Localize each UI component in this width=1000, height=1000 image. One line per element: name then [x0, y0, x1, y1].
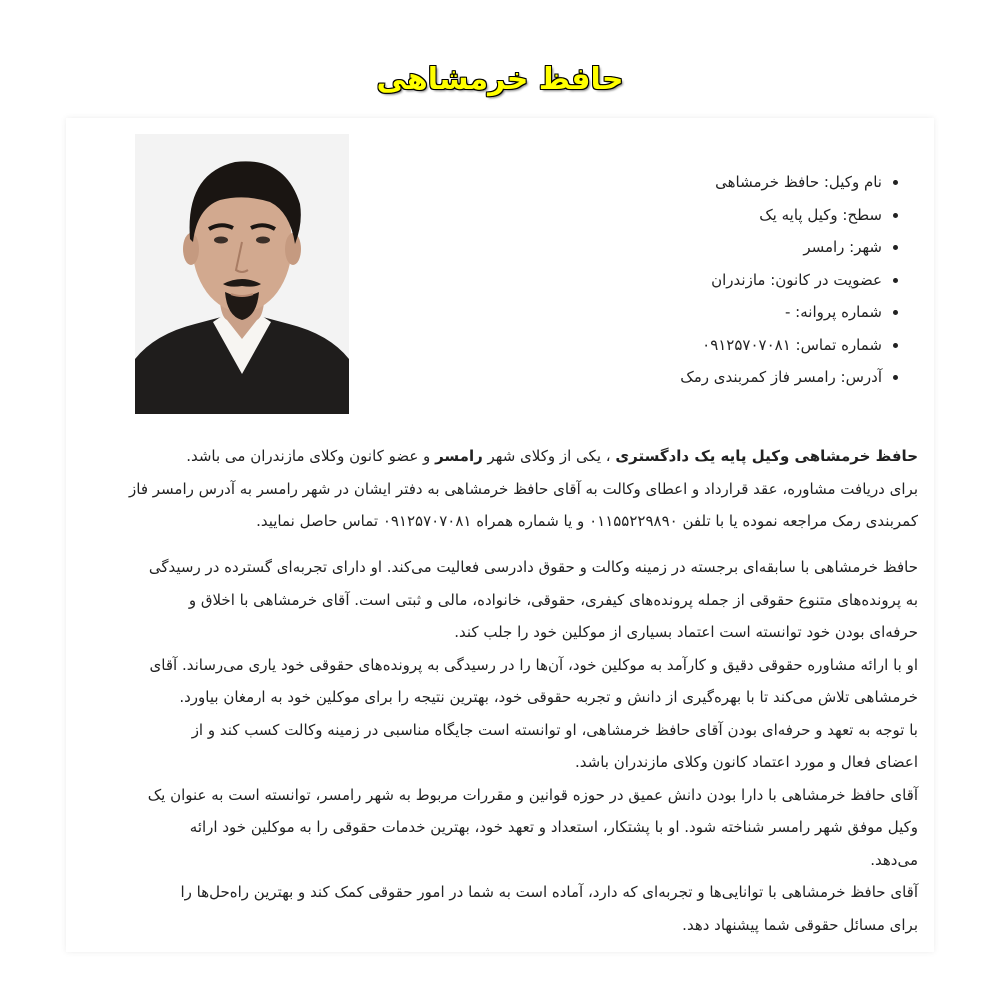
bullet-icon [893, 343, 898, 348]
intro-line-1: حافظ خرمشاهی وکیل پایه یک دادگستری ، یکی از وکلای شهر رامسر و عضو کانون وکلای مازندران می باشد. [186, 447, 918, 465]
bullet-icon [893, 278, 898, 283]
info-item-license: شماره پروانه: - [432, 296, 882, 329]
intro-paragraph [76, 440, 918, 538]
info-item-address: آدرس: رامسر فاز کمربندی رمک [432, 361, 882, 394]
page-title: حافظ خرمشاهی [376, 62, 624, 97]
bullet-icon [893, 213, 898, 218]
info-item-phone: شماره تماس: ۰۹۱۲۵۷۰۷۰۸۱ [432, 329, 882, 362]
lawyer-photo [135, 134, 349, 414]
bio-line: برای مسائل حقوقی شما پیشنهاد دهد. [682, 915, 918, 934]
intro-city: رامسر [435, 447, 483, 465]
info-item-level: سطح: وکیل پایه یک [432, 199, 882, 232]
bio-line: آقای حافظ خرمشاهی با دارا بودن دانش عمیق در حوزه قوانین و مقررات مربوط به شهر رامسر، توانسته است به عنوان یک [147, 785, 918, 804]
portrait-image [135, 134, 349, 414]
intro-line-2: برای دریافت مشاوره، عقد قرارداد و اعطای وکالت به آقای حافظ خرمشاهی به دفتر ایشان در شهر رامسر به آدرس رامسر فاز [129, 479, 918, 498]
info-item-bar: عضویت در کانون: مازندران [432, 264, 882, 297]
info-item-city: شهر: رامسر [432, 231, 882, 264]
info-item-name: نام وکیل: حافظ خرمشاهی [432, 166, 882, 199]
bio-line: حافظ خرمشاهی با سابقه‌ای برجسته در زمینه وکالت و حقوق دادرسی فعالیت می‌کند. او دارای تجربه‌ای گسترده در رسیدگی [148, 558, 918, 576]
bio-line: می‌دهد. [870, 850, 918, 869]
bio-paragraph [76, 551, 918, 941]
bio-line: وکیل موفق شهر رامسر شناخته شود. او با پشتکار، استعداد و تعهد خود، بهترین خدمات حقوقی را به موکلین خود ارائه [189, 818, 918, 836]
bio-line: آقای حافظ خرمشاهی با توانایی‌ها و تجربه‌ای که دارد، آماده است به شما در امور حقوقی کمک کند و بهترین راه‌حل‌ها را [180, 883, 918, 901]
bio-line: اعضای فعال و مورد اعتماد کانون وکلای مازندران باشد. [575, 753, 918, 771]
bio-line: به پرونده‌های متنوع حقوقی از جمله پرونده‌های کیفری، حقوقی، خانواده، مالی و ثبتی است. آقای خرمشاهی با اخلاق و [188, 590, 918, 609]
lawyer-info-list [432, 166, 904, 394]
bio-line: خرمشاهی تلاش می‌کند تا با بهره‌گیری از دانش و تجربه حقوقی خود، بهترین نتیجه را برای موکلین خود به ارمغان بیاورد. [179, 688, 918, 706]
intro-name: حافظ خرمشاهی وکیل پایه یک دادگستری [615, 447, 918, 465]
bullet-icon [893, 310, 898, 315]
bullet-icon [893, 180, 898, 185]
bio-line: حرفه‌ای بودن خود توانسته است اعتماد بسیاری از موکلین خود را جلب کند. [454, 623, 918, 641]
bullet-icon [893, 375, 898, 380]
bio-line: او با ارائه مشاوره حقوقی دقیق و کارآمد به موکلین خود، آن‌ها را در رسیدگی به پرونده‌های حقوقی خود یاری می‌رساند. آقای [149, 655, 918, 674]
intro-line-3: کمربندی رمک مراجعه نموده یا با تلفن ۰۱۱۵۵۲۲۹۸۹۰ و یا شماره همراه ۰۹۱۲۵۷۰۷۰۸۱ تماس حاصل نمایید. [256, 512, 918, 530]
bullet-icon [893, 245, 898, 250]
bio-line: با توجه به تعهد و حرفه‌ای بودن آقای حافظ خرمشاهی، او توانسته است جایگاه مناسبی در زمینه وکالت کسب کند و از [191, 720, 918, 739]
